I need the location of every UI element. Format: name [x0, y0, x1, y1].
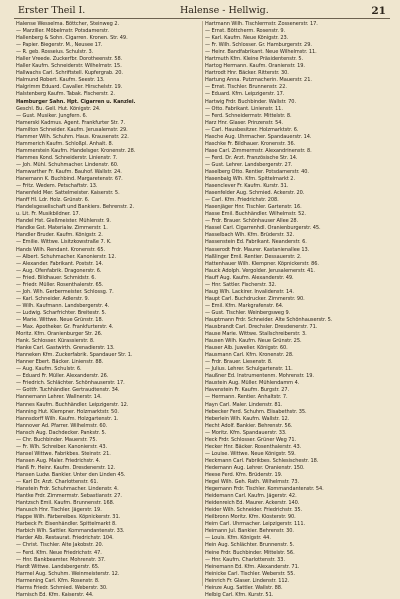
directory-entry: — Joh. Wlh. Gerbermeister. Schlossg. 7.	[16, 288, 114, 295]
directory-entry: Hannover Ad. Pfarrer. Wilhelmstr. 60.	[16, 422, 108, 429]
directory-entry: Hanemann K. Buchbind. Margaretenstr. 67.	[16, 176, 123, 183]
directory-entry: Hanff Hl. Ldr. Holz. Grünstr. 6.	[16, 197, 90, 204]
directory-entry: Hamerski Kadmus. Agent. Frankfurter Str. 7.	[16, 119, 126, 126]
directory-entry: Hanstein Frdr. Schuhmacher. Lindenstr. 4.	[16, 486, 119, 493]
directory-entry: Hannes Kaufm. Buchhändler. Leipzigerstr. 12.	[16, 401, 129, 408]
directory-entry: Hecker Hnr. Bäcker. Rosenthalerstr. 43.	[205, 443, 302, 450]
right-column	[205, 21, 391, 599]
directory-entry: Hansch Aug. Dachdecker. Pankstr. 5.	[16, 429, 107, 436]
directory-entry: Heidenreich Ed. Maurer. Ackerstr. 140.	[205, 500, 300, 507]
directory-entry: — Albert. Schuhmacher. Kanonierstr. 12.	[16, 253, 117, 260]
header-section-label: Erster Theil I.	[18, 5, 86, 16]
directory-entry: — Hermann. Rentier. Anhaltstr. 7.	[205, 394, 288, 401]
directory-entry: Heim Carl. Uhrmacher. Leipzigerstr. 111.	[205, 521, 306, 528]
directory-entry: Halgrimm Eduard. Cavaller. Hirschelstr. 19.	[16, 84, 123, 91]
directory-entry: Heese Ferd. Kfm. Brüderstr. 19.	[205, 472, 283, 478]
directory-entry: Hanner Ebert. Bäcker. Linienstr. 88.	[16, 359, 104, 366]
directory-entry: Hasenbalg Wlh. Kfm. Spittelmarkt 2.	[205, 176, 295, 183]
directory-entry: Hecht Adolf. Bankier. Behrenstr. 56.	[205, 422, 293, 429]
directory-entry: — Fr. Wlh. Schreiber. Kanonierstr. 43.	[16, 443, 108, 450]
directory-entry: Harbeck Fr. Eisenhändler. Spittelmarkt 8.	[16, 521, 117, 528]
directory-entry: — Fr. Wilh. Schlosser. Gr. Hamburgerstr. 29.	[205, 42, 312, 49]
directory-entry: — Fried. Bildhauer. Schmidstr. 6.	[16, 274, 96, 281]
directory-entry: — Karl. Schneider. Adlerstr. 9.	[16, 295, 90, 302]
directory-entry: — Papier. Biegerstr. M., Neusee 17.	[16, 42, 103, 49]
directory-entry: Hammerich Kaufm. Schloßpl. Anhalt. 8.	[16, 140, 114, 147]
directory-entry: Hausen Wilh. Kaufm. Neue Grünstr. 25.	[205, 338, 302, 345]
directory-entry: Harms Friedr. Schmied. Weberstr. 30.	[16, 584, 108, 591]
directory-entry: Hallenberg & Sohn. Cigarren. Kronen. Str. 49.	[16, 35, 128, 42]
directory-entry: Hardt Wittwe. Landsbergerstr. 65.	[16, 563, 100, 570]
directory-entry: — Fritz. Wedem. Petschaftstr. 13.	[16, 183, 98, 190]
directory-entry: Hasserodt Frdr. Maurer. Kastanienallee 13.	[205, 246, 310, 253]
directory-entry: Hartung Anna. Putzmacherin. Mauerstr. 21.	[205, 77, 312, 84]
directory-entry: Havenstein Fr. Kaufm. Burgstr. 27.	[205, 387, 290, 394]
directory-entry: Haßlinger Emil. Rentier. Dessauerstr. 2.	[205, 253, 302, 260]
directory-entry: Haußner Ed. Instrumentenm. Mohrenstr. 19.	[205, 373, 314, 380]
directory-entry: — Karl Dr. Arzt. Charlottenstr. 61.	[16, 479, 99, 486]
directory-entry: Hanning Hut. Klempner. Holzmarktstr. 50.	[16, 408, 119, 415]
directory-entry: Harmel Aug. Schuhm. Weinmeisterstr. 12.	[16, 570, 120, 577]
directory-entry: Hartmuth Kfm. Kleine Präsidentenstr. 5.	[205, 56, 304, 63]
directory-entry: Hansen Aug. Maler. Friedrichstr. 4.	[16, 457, 101, 464]
directory-entry: — Alexander. Fabrikant. Poststr. 14.	[16, 260, 104, 267]
directory-entry: Hedemann Aug. Lehrer. Oranienstr. 150.	[205, 464, 305, 471]
directory-entry: Hamilton Schneider. Kaufm. Jerusalemstr. 29.	[16, 126, 128, 133]
directory-entry: Moritz. Kfm. Oranienburger Str. 26.	[16, 331, 103, 338]
directory-entry: Hank. Schlosser. Kürassierstr. 8.	[16, 338, 95, 345]
directory-entry: Haselberg Otto. Rentier. Potsdamerstr. 40.	[205, 168, 309, 175]
directory-entry: — Heinr. Bandfabrikant. Neue Wilhelmstr. 11.	[205, 49, 317, 56]
directory-entry: Haupt Carl. Buchdrucker. Zimmerstr. 90.	[205, 295, 305, 302]
directory-entry: Hansel Wittwe. Fabrikbes. Steinstr. 21.	[16, 450, 111, 457]
directory-entry: Hauptmann Frdr. Schneider. Alte Schönhauserstr. 5.	[205, 316, 333, 323]
directory-entry: — Ludwig. Scharfrichter. Breitestr. 5.	[16, 309, 107, 316]
directory-entry: Hassel Carl. Cigarrenhdl. Oranienburgerstr. 45.	[205, 225, 321, 232]
header-name-range: Halense - Hellwig.	[180, 5, 269, 16]
directory-entry: Hause Marie. Wittwe. Stallschreiberstr. 3.	[205, 331, 307, 338]
directory-entry: Hanke Carl. Gastwirth. Grenadierstr. 13.	[16, 345, 115, 352]
directory-entry: Hanneken Kfm. Zuckerfabrik. Spandauer Str. 1.	[16, 352, 133, 359]
directory-entry: Handel Hst. Gießmeister. Mühlenstr. 9.	[16, 218, 111, 225]
directory-entry: — Max. Apotheker. Gr. Frankfurterstr. 4.	[16, 324, 114, 331]
directory-entry: Hattenhauer Wilh. Klempner. Köpnickerstr. 86.	[205, 260, 319, 267]
directory-entry: — Ernst. Tischler. Brunnenstr. 22.	[205, 84, 287, 91]
directory-entry: Heckmann Carl. Fabrikbes. Schlesischestr. 18.	[205, 457, 319, 464]
directory-entry: Heinemann Ed. Kfm. Alexanderstr. 71.	[205, 563, 300, 570]
directory-entry: Hasse Emil. Buchhändler. Wilhelmstr. 52.	[205, 211, 306, 218]
directory-entry: — Hnr. Bankbeamter. Mohrenstr. 37.	[16, 556, 106, 563]
directory-entry: Hartwig Frdr. Buchbinder. Wallstr. 70.	[205, 98, 296, 105]
directory-entry: Hasenjäger Hnr. Tischler. Gartenstr. 16.	[205, 204, 302, 211]
directory-entry: — Moritz. Kfm. Spandauerstr. 33.	[205, 429, 287, 436]
directory-entry: Haller Kaufm. Schneiderstr. Wilhelmstr. 15.	[16, 63, 122, 70]
directory-entry: Hartrodt Hnr. Bäcker. Ritterstr. 30.	[205, 70, 289, 77]
directory-entry: Hantzsch Emil. Kaufm. Brunnenstr. 168.	[16, 500, 115, 507]
directory-entry: Halmund Robert. Kaufm. Seestr. 13.	[16, 77, 105, 84]
directory-entry: Hassenstein Ed. Fabrikant. Neanderstr. 6.	[205, 239, 307, 246]
directory-entry: — Louise. Wittwe. Neue Königstr. 59.	[205, 450, 296, 457]
directory-entry: — Marie. Wittwe. Neue Grünstr. 18.	[16, 316, 104, 323]
directory-entry: Hands Wilh. Rendant. Kronenstr. 65.	[16, 246, 106, 253]
directory-entry: Heinze Aug. Sattler. Wallstr. 88.	[205, 584, 283, 591]
directory-entry: Hausbrandt Carl. Drechsler. Dresdenerstr. 71.	[205, 324, 318, 331]
directory-entry: — Aug. Kaufm. Schulstr. 6.	[16, 366, 82, 373]
directory-entry: Halense Wesselma. Böttcher, Steinweg 2.	[16, 21, 120, 27]
directory-entry: Hase Carl. Zimmermstr. Alexandrinenstr. 8.	[205, 147, 312, 154]
directory-entry: — Hnr. Kaufm. Charlottenstr. 33.	[205, 556, 286, 563]
directory-entry: — Gust. Tischler. Weinbergsweg 9.	[205, 309, 291, 316]
directory-entry: Halstenberg Kaufm. Tabak. Fischerstr. 2.	[16, 91, 115, 98]
directory-entry: — Aug. Ofenfabrik. Dragonerstr. 6.	[16, 267, 102, 274]
directory-entry: Hasenclever Fr. Kaufm. Kurstr. 31.	[205, 183, 289, 190]
directory-entry: Heidemann Carl. Kaufm. Jägerstr. 42.	[205, 493, 297, 500]
directory-entry: Heck Frdr. Schlosser. Grüner Weg 71.	[205, 436, 297, 443]
directory-entry: — Wilh. Kaufmann. Landsbergerstr. 4.	[16, 302, 110, 309]
directory-entry: Handelsgesellschaft und Bankiers. Behrenstr. 2.	[16, 204, 135, 211]
directory-entry: Hammerstein Kaufm. Handelsger. Kronenstr. 28.	[16, 147, 136, 154]
directory-entry: — Ernst. Böttcherm. Rosenstr. 9.	[205, 28, 286, 35]
directory-entry: — Emilie. Wittwe. Lisitzkowstraße 7. K.	[16, 239, 112, 246]
directory-entry: Handler Bruder. Kaufm. Königstr. 2.	[16, 232, 103, 239]
left-column	[16, 21, 202, 599]
directory-entry: Haschke Fr. Bildhauer. Kronenstr. 36.	[205, 140, 296, 147]
directory-entry: — Ferd. Dr. Arzt. Französische Str. 14.	[205, 154, 298, 161]
directory-entry: — Gottfr. Tuchhändler. Gertraudtenstr. 34.	[16, 387, 120, 394]
directory-entry: Hayn Carl. Maler. Lindenstr. 81.	[205, 401, 283, 408]
directory-entry: — Gust. Musiker. Jungfern. 6.	[16, 112, 88, 119]
directory-entry: — Ferd. Schneidermstr. Mittelstr. 8.	[205, 112, 292, 119]
directory-entry: Hannemann Lehrer. Wallnerstr. 14.	[16, 394, 102, 401]
directory-entry: Haller Vreede. Zuckerfbr. Dorotheenstr. 58.	[16, 56, 123, 63]
directory-entry: — Friedr. Müller. Rosenthalerstr. 65.	[16, 281, 104, 288]
directory-entry: Handke Gst. Materialw. Zimmerstr. 1.	[16, 225, 108, 232]
directory-entry: — Frdr. Brauer. Liesenstr. 8.	[205, 359, 273, 366]
directory-entry: Heinrich Fr. Glaser. Lindenstr. 112.	[205, 577, 290, 584]
directory-entry: Heberlein Wlh. Kaufm. Wallstr. 12.	[205, 415, 290, 422]
column-divider	[202, 21, 203, 586]
directory-entry: Hammes Kond. Schneiderstr. Linienstr. 7.	[16, 154, 118, 161]
page-number: 21	[371, 5, 386, 17]
directory-entry: Hanusch Hnr. Tischler. Jägerstr. 19.	[16, 507, 102, 514]
directory-entry: Hasche Aug. Uhrmacher. Spandauerstr. 14.	[205, 133, 312, 140]
directory-entry: — Julius. Lehrer. Schulgartenstr. 11.	[205, 366, 293, 373]
directory-entry: Hegemann Frdr. Tischler. Kommandantenstr. 54.	[205, 486, 324, 493]
directory-entry: Harmening Carl. Kfm. Rosenstr. 8.	[16, 577, 100, 584]
directory-entry: Harz Hnr. Glaser. Prinzenstr. 54.	[205, 119, 283, 126]
directory-entry: Hansen Ludw. Bankier. Unter den Linden 45.	[16, 472, 126, 478]
directory-entry: Hasenfelder Aug. Schmied. Ackerstr. 20.	[205, 190, 305, 197]
directory-entry: — Christ. Tischler. Alte Jakobstr. 20.	[16, 542, 104, 549]
directory-entry: Hamwarther Fr. Kaufm. Bauhof. Wallstr. 24.	[16, 168, 122, 175]
directory-entry: — Gust. Lehrer. Landsbergerstr. 27.	[205, 161, 293, 168]
directory-entry: Heine Frdr. Buchbinder. Mittelstr. 56.	[205, 549, 295, 556]
header-rule	[14, 18, 390, 19]
directory-entry: Heider Wilh. Schneider. Friedrichstr. 35.	[205, 507, 303, 514]
directory-entry: Haug Wlh. Lackirer. Invalidenstr. 14.	[205, 288, 294, 295]
directory-entry: Hauser Alb. Juwelier. Königstr. 60.	[205, 345, 288, 352]
directory-entry: Helbig Carl. Kfm. Kurstr. 51.	[205, 591, 274, 598]
directory-entry: Hauff Aug. Kaufm. Alexanderstr. 49.	[205, 274, 294, 281]
directory-entry: Hantke Frdr. Zimmermstr. Sebastianstr. 27.	[16, 493, 122, 500]
directory-entry: Hartmann Wilh. Tischlermstr. Zossenerstr. 17.	[205, 21, 318, 27]
directory-entry: Hausmann Carl. Kfm. Kronenstr. 28.	[205, 352, 294, 359]
directory-entry: Happe Wilh. Färbereibes. Köpnickerstr. 31.	[16, 514, 121, 521]
directory-entry: — Frdr. Brauer. Schönhauser Allee 28.	[205, 218, 299, 225]
directory-entry: Geschl. Bu. Gell. Hut. Königstr. 24.	[16, 105, 101, 112]
directory-entry: Haustein Aug. Müller. Mühlendamm 4.	[205, 380, 300, 387]
directory-entry: — Otto. Fabrikant. Linienstr. 11.	[205, 105, 283, 112]
directory-entry: — Chr. Buchbinder. Mauerstr. 75.	[16, 436, 98, 443]
directory-entry: — Karl. Kaufm. Neue Königstr. 23.	[205, 35, 289, 42]
directory-entry: Hanß Fr. Heinr. Kaufm. Dresdenerstr. 12.	[16, 464, 116, 471]
directory-entry: — Joh. Mühl. Schuhmacher. Lindenstr. 60.	[16, 161, 119, 168]
directory-entry: — Eduard. Kfm. Leipzigerstr. 17.	[205, 91, 285, 98]
directory-entry: — Eduard Fr. Müller. Alexanderstr. 26.	[16, 373, 109, 380]
directory-entry: — Friedrich. Schlächter. Schönhauserstr. 17.	[16, 380, 125, 387]
directory-entry: — Carl. Hausbesitzer. Holzmarktstr. 6.	[205, 126, 299, 133]
directory-entry: Hartog Hermann. Kaufm. Oranienstr. 19.	[205, 63, 305, 70]
directory-entry: — Marziller. Möbelmstr. Potsdamerstr.	[16, 28, 109, 35]
directory-entry: Hanenfeld Mer. Sattelmeister. Kaiserstr. 5.	[16, 190, 120, 197]
directory-entry: — Emil. Kfm. Markgrafenstr. 64.	[205, 302, 284, 309]
directory-entry: Hammer Wilh. Schuhm. Haus. Krausenstr. 22.	[16, 133, 129, 140]
directory-entry: Harnisch Ed. Kfm. Kaiserstr. 44.	[16, 591, 94, 598]
directory-entry: Hamburger Sahn. Hpt. Cigarren u. Kanzlei.	[16, 98, 136, 105]
directory-entry: Hegel Wilh. Geh. Rath. Wilhelmstr. 73.	[205, 479, 300, 486]
directory-entry: — Louis. Kfm. Königstr. 44.	[205, 535, 271, 542]
directory-entry: — Hnr. Sattler. Fischerstr. 32.	[205, 281, 277, 288]
directory-entry: Hasselbach Wlh. Kfm. Brüderstr. 32.	[205, 232, 295, 239]
directory-entry: Harbich Wlh. Sattler. Kommandantenstr. 33.	[16, 528, 125, 535]
directory-entry: Heilbronn Moritz. Kfm. Klosterstr. 90.	[205, 514, 296, 521]
directory-entry: — R. geb. Rosseius. Schulstr. 3.	[16, 49, 94, 56]
directory-entry: Hannsdorff Wilh. Kaufm. Holzgartenstr. 1.	[16, 415, 119, 422]
directory-entry: Heimann Jul. Bankier. Behrenstr. 30.	[205, 528, 294, 535]
directory-entry: Hallwachs Carl. Schriftstell. Kupfergrab. 20.	[16, 70, 123, 77]
directory-entry: — Carl. Kfm. Friedrichstr. 208.	[205, 197, 279, 204]
directory-entry: — Ferd. Kfm. Neue Friedrichstr. 47.	[16, 549, 102, 556]
running-header	[14, 4, 390, 18]
directory-entry: Heinicke Carl. Tischler. Weberstr. 55.	[205, 570, 295, 577]
directory-entry: Hein Aug. Schlächter. Brunnenstr. 5.	[205, 542, 295, 549]
directory-entry: Hauck Adolph. Vergolder. Jerusalemerstr. 41.	[205, 267, 315, 274]
directory-entry: u. Lit. Fr. Musikbildner. 17.	[16, 211, 81, 218]
directory-entry: Hebecker Ferd. Schuhm. Elisabethstr. 35.	[205, 408, 307, 415]
directory-entry: Harder Alb. Restaurat. Friedrichstr. 104.	[16, 535, 114, 542]
